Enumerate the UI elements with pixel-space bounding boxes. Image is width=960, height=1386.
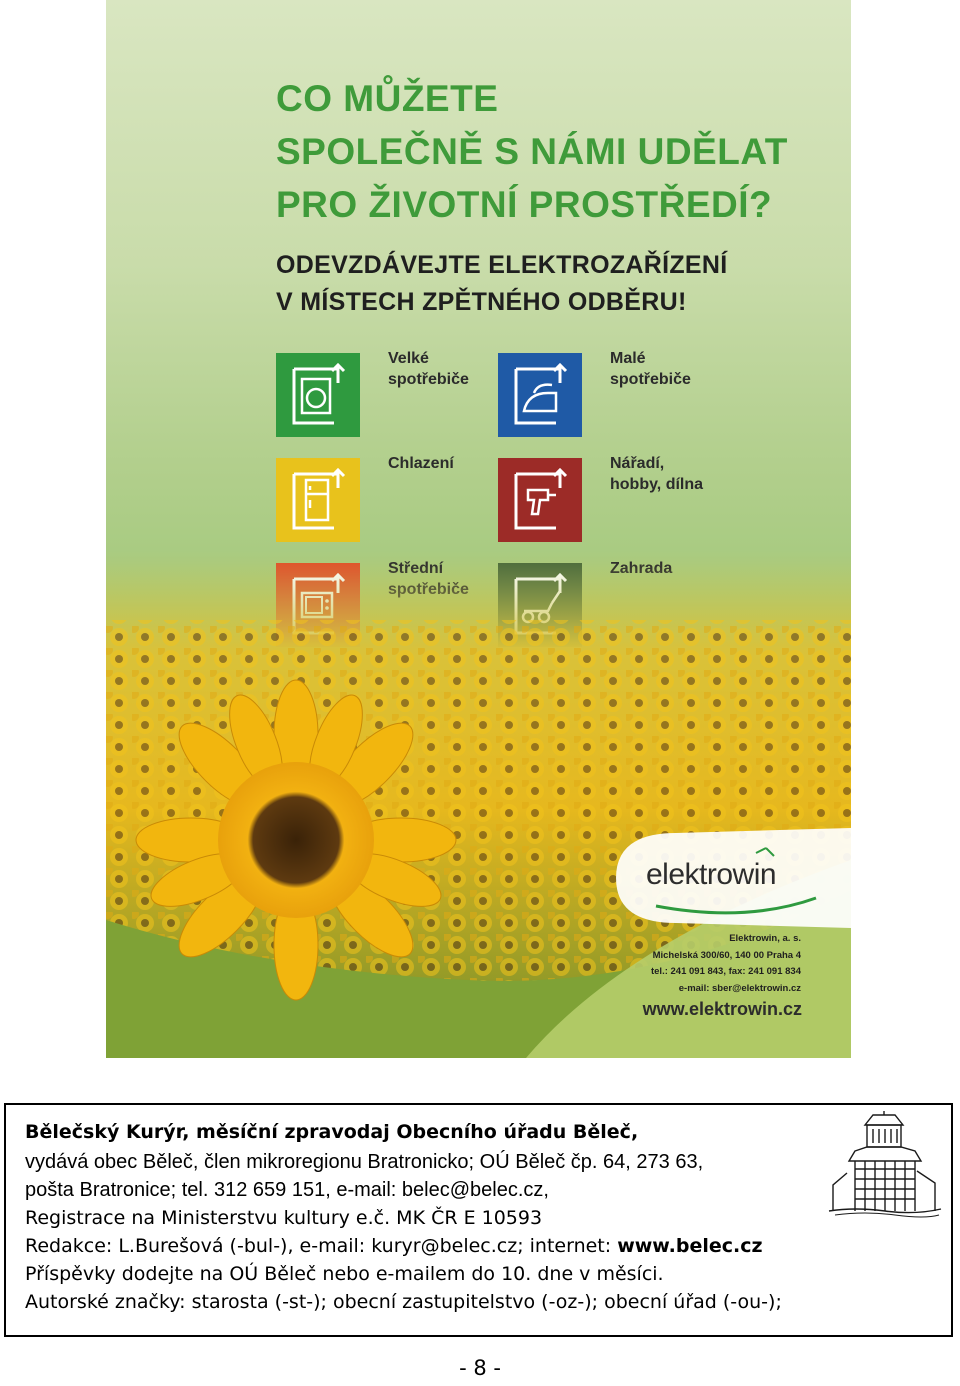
- category-label: Nářadí, hobby, dílna: [610, 455, 704, 493]
- company-line: Michelská 300/60, 140 00 Praha 4: [652, 949, 801, 961]
- imprint-publisher: vydává obec Běleč, člen mikroregionu Bratronicko; OÚ Běleč čp. 64, 273 63,: [25, 1151, 704, 1173]
- poster-title: [276, 72, 788, 231]
- poster-title-line: SPOLEČNĚ S NÁMI UDĚLAT: [276, 131, 788, 172]
- elektrowin-poster: [106, 0, 851, 1058]
- company-line: tel.: 241 091 843, fax: 241 091 834: [650, 966, 801, 977]
- poster-subtitle-line: ODEVZDÁVEJTE ELEKTROZAŘÍZENÍ: [276, 251, 728, 279]
- imprint-registration: Registrace na Ministerstvu kultury e.č. MK ČR E 10593: [25, 1207, 543, 1229]
- website-link[interactable]: www.belec.cz: [617, 1235, 763, 1257]
- company-line: e-mail: sber@elektrowin.cz: [678, 982, 801, 994]
- imprint-contact: pošta Bratronice; tel. 312 659 151, e-mail: belec@belec.cz,: [25, 1179, 549, 1201]
- page-number: - 8 -: [459, 1356, 501, 1380]
- category-small-appliances: [498, 350, 798, 443]
- category-label: Chlazení: [388, 455, 454, 472]
- category-label: Velké spotřebiče: [388, 350, 469, 388]
- imprint-author-marks: Autorské značky: starosta (-st-); obecní zastupitelstvo (-oz-); obecní úřad (-ou-);: [25, 1291, 782, 1313]
- washing-machine-icon: [276, 353, 360, 437]
- company-website: www.elektrowin.cz: [642, 999, 802, 1019]
- newsletter-imprint: [4, 1103, 953, 1337]
- poster-title-line: PRO ŽIVOTNÍ PROSTŘEDÍ?: [276, 184, 773, 225]
- church-tower-illustration: [825, 1111, 943, 1221]
- category-label: Malé spotřebiče: [610, 350, 691, 388]
- elektrowin-logo-text: elektrowin: [646, 858, 777, 891]
- company-line: Elektrowin, a. s.: [729, 933, 801, 944]
- poster-subtitle-line: V MÍSTECH ZPĚTNÉHO ODBĚRU!: [276, 288, 687, 316]
- poster-title-line: CO MŮŽETE: [276, 78, 499, 119]
- imprint-title: Bělečský Kurýr, měsíční zpravodaj Obecního úřadu Běleč,: [25, 1121, 639, 1143]
- imprint-editor-text: Redakce: L.Burešová (-bul-), e-mail: kuryr@belec.cz; internet:: [25, 1235, 618, 1257]
- fridge-icon: [276, 458, 360, 542]
- company-contact: [566, 931, 801, 997]
- drill-icon: [498, 458, 582, 542]
- iron-icon: [498, 353, 582, 437]
- category-tools: [498, 455, 798, 548]
- imprint-editor: [25, 1235, 763, 1257]
- imprint-submissions: Příspěvky dodejte na OÚ Běleč nebo e-mailem do 10. dne v měsíci.: [25, 1263, 664, 1285]
- poster-subtitle: [276, 247, 728, 321]
